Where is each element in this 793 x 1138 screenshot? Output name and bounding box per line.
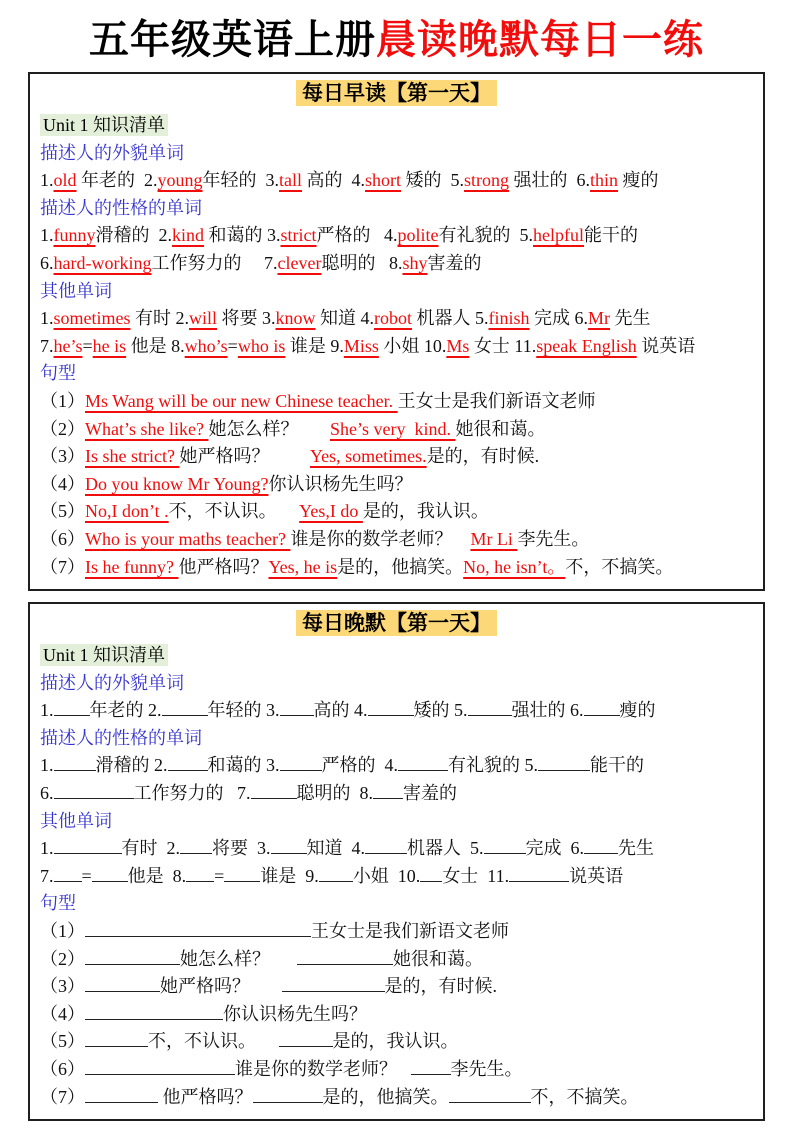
body-text: =: [82, 335, 93, 356]
body-text: 先生: [618, 838, 654, 859]
body-text: 王女士是我们新语文老师: [397, 390, 596, 411]
english-red-text: Ms: [446, 335, 470, 356]
text-line: [40, 918, 753, 946]
english-red-text: Yes, sometimes.: [309, 446, 427, 467]
body-text: （5）: [40, 501, 85, 522]
body-text: （4）: [40, 473, 85, 494]
english-red-text: short: [365, 170, 402, 191]
body-text: 矮的 5.: [413, 700, 468, 721]
body-text: 年老的 2.: [76, 170, 158, 191]
body-text: （7）: [40, 556, 85, 577]
body-text: 1.: [40, 838, 54, 859]
text-line: [40, 305, 753, 333]
text-line: [40, 278, 753, 306]
english-red-text: strict: [280, 225, 317, 246]
body-text: 滑稽的 2.: [95, 225, 172, 246]
text-line: [40, 112, 753, 140]
english-red-text: funny: [53, 225, 96, 246]
blank-underline: [162, 710, 208, 716]
blue-heading: 描述人的性格的单词: [40, 727, 202, 748]
body-text: 1.: [40, 308, 54, 329]
english-red-text: he is: [92, 335, 127, 356]
text-line: [40, 443, 753, 471]
text-line: [40, 670, 753, 698]
body-text: 不，不搞笑。: [530, 1086, 639, 1107]
text-line: [40, 973, 753, 1001]
blank-underline: [54, 876, 82, 882]
body-text: 严格的 4.: [316, 225, 398, 246]
body-text: 不，不认识。: [148, 1031, 279, 1052]
unit-label: Unit 1 知识清单: [40, 644, 168, 666]
body-text: 是的，我认识。: [362, 501, 489, 522]
body-text: 高的 4.: [313, 700, 368, 721]
body-text: 害羞的: [403, 783, 457, 804]
blank-underline: [54, 710, 90, 716]
body-text: 滑稽的 2.: [95, 755, 168, 776]
english-red-text: he’s: [53, 335, 83, 356]
english-red-text: Is he funny?: [85, 556, 179, 577]
body-text: 知道 4.: [315, 308, 375, 329]
body-text: 谁是 9.: [285, 335, 344, 356]
blank-underline: [411, 1069, 451, 1075]
blank-underline: [168, 765, 208, 771]
blue-heading: 其他单词: [40, 280, 112, 301]
body-text: 是的，他搞笑。: [337, 556, 464, 577]
evening-dictation-box: [28, 602, 765, 1121]
body-text: （5）: [40, 1031, 85, 1052]
body-text: 是的，他搞笑。: [322, 1086, 449, 1107]
body-text: 知道 4.: [306, 838, 365, 859]
body-text: 有时 2.: [121, 838, 180, 859]
text-line: [40, 780, 753, 808]
blank-underline: [85, 1097, 158, 1103]
blank-underline: [85, 986, 160, 992]
english-red-text: Is she strict?: [85, 446, 180, 467]
english-red-text: finish: [488, 308, 530, 329]
body-text: 是的，有时候.: [426, 446, 540, 467]
text-line: [40, 388, 753, 416]
english-red-text: kind: [172, 225, 205, 246]
blank-underline: [92, 876, 128, 882]
blank-underline: [468, 710, 512, 716]
english-red-text: hard-working: [53, 252, 152, 273]
blue-heading: 句型: [40, 363, 76, 384]
text-line: [40, 642, 753, 670]
blue-heading: 描述人的性格的单词: [40, 197, 202, 218]
blank-underline: [509, 876, 569, 882]
body-text: 小姐 10.: [352, 865, 421, 886]
english-red-text: speak English: [536, 335, 637, 356]
body-text: （7）: [40, 1086, 85, 1107]
body-text: （6）: [40, 528, 85, 549]
text-line: [40, 333, 753, 361]
body-text: 能干的: [584, 225, 639, 246]
blank-underline: [180, 848, 212, 854]
blank-underline: [54, 765, 96, 771]
body-text: 你认识杨先生吗？: [268, 473, 413, 494]
body-text: 有礼貌的 5.: [448, 755, 538, 776]
english-red-text: who is: [237, 335, 286, 356]
english-red-text: Yes, he is: [268, 556, 338, 577]
body-text: 她严格吗？: [179, 446, 310, 467]
morning-content: [40, 112, 753, 581]
text-line: [40, 554, 753, 582]
morning-header-text: 每日早读【第一天】: [296, 80, 497, 106]
blue-heading: 描述人的外貌单词: [40, 672, 184, 693]
text-line: [40, 167, 753, 195]
text-line: [40, 471, 753, 499]
blue-heading: 句型: [40, 893, 76, 914]
body-text: 瘦的: [618, 170, 659, 191]
body-text: 6.: [40, 252, 54, 273]
english-red-text: sometimes: [53, 308, 131, 329]
body-text: 不，不认识。: [168, 501, 300, 522]
body-text: 聪明的 8.: [321, 252, 403, 273]
english-red-text: robot: [374, 308, 413, 329]
evening-header-text: 每日晚默【第一天】: [296, 610, 497, 636]
text-line: [40, 890, 753, 918]
blank-underline: [253, 1097, 323, 1103]
body-text: 和蔼的 3.: [207, 755, 280, 776]
body-text: 能干的: [590, 755, 644, 776]
text-line: [40, 863, 753, 891]
english-red-text: helpful: [533, 225, 585, 246]
body-text: 她严格吗？: [160, 976, 282, 997]
blank-underline: [449, 1097, 531, 1103]
body-text: =: [81, 865, 92, 886]
title-red-part: 晨读晚默每日一练: [376, 18, 704, 62]
body-text: 说英语: [636, 335, 696, 356]
blank-underline: [85, 1041, 148, 1047]
body-text: 瘦的: [619, 700, 656, 721]
english-red-text: old: [53, 170, 77, 191]
body-text: 女士 11.: [469, 335, 537, 356]
body-text: 工作努力的 7.: [133, 783, 251, 804]
blank-underline: [54, 793, 134, 799]
body-text: 将要 3.: [217, 308, 276, 329]
body-text: （4）: [40, 1003, 85, 1024]
english-red-text: know: [275, 308, 316, 329]
body-text: 严格的 4.: [321, 755, 398, 776]
blank-underline: [280, 710, 314, 716]
body-text: 是的，有时候.: [384, 976, 497, 997]
body-text: 机器人 5.: [412, 308, 489, 329]
english-red-text: strong: [464, 170, 510, 191]
text-line: [40, 697, 753, 725]
body-text: 1.: [40, 225, 54, 246]
body-text: 完成 6.: [525, 838, 584, 859]
body-text: =: [214, 865, 225, 886]
body-text: 她很和蔼。: [455, 418, 546, 439]
body-text: 强壮的 6.: [511, 700, 584, 721]
blank-underline: [85, 1069, 235, 1075]
body-text: 害羞的: [427, 252, 482, 273]
text-line: [40, 526, 753, 554]
text-line: [40, 222, 753, 250]
body-text: （1）: [40, 390, 85, 411]
text-line: [40, 416, 753, 444]
body-text: 是的，我认识。: [332, 1031, 459, 1052]
blank-underline: [368, 710, 414, 716]
english-red-text: Miss: [343, 335, 379, 356]
body-text: 他严格吗？: [158, 1086, 253, 1107]
body-text: 完成 6.: [529, 308, 589, 329]
blank-underline: [319, 876, 353, 882]
body-text: 将要 3.: [212, 838, 271, 859]
blank-underline: [279, 1041, 333, 1047]
body-text: 聪明的 8.: [296, 783, 373, 804]
blank-underline: [365, 848, 407, 854]
body-text: 7.: [40, 865, 54, 886]
text-line: [40, 752, 753, 780]
body-text: 年轻的 3.: [202, 170, 280, 191]
english-red-text: She’s very kind.: [329, 418, 456, 439]
body-text: 年老的 2.: [89, 700, 162, 721]
english-red-text: Mr: [588, 308, 611, 329]
english-red-text: Who is your maths teacher?: [85, 528, 291, 549]
body-text: 不，不搞笑。: [565, 556, 674, 577]
blank-underline: [224, 876, 260, 882]
blank-underline: [484, 848, 526, 854]
english-red-text: polite: [397, 225, 439, 246]
evening-header: [40, 608, 753, 641]
blank-underline: [85, 959, 180, 965]
body-text: 7.: [40, 335, 54, 356]
body-text: 强壮的 6.: [509, 170, 591, 191]
body-text: =: [227, 335, 238, 356]
blank-underline: [297, 959, 393, 965]
text-line: [40, 946, 753, 974]
blank-underline: [398, 765, 448, 771]
body-text: 谁是你的数学老师？: [290, 528, 471, 549]
body-text: （2）: [40, 418, 85, 439]
text-line: [40, 725, 753, 753]
body-text: 说英语: [569, 865, 624, 886]
body-text: （6）: [40, 1059, 85, 1079]
blank-underline: [584, 710, 620, 716]
blank-underline: [271, 848, 307, 854]
blank-underline: [584, 848, 618, 854]
english-red-text: Yes,I do: [299, 501, 363, 522]
text-line: [40, 140, 753, 168]
body-text: 6.: [40, 783, 54, 804]
english-red-text: clever: [277, 252, 322, 273]
blank-underline: [538, 765, 590, 771]
text-line: [40, 808, 753, 836]
english-red-text: young: [157, 170, 203, 191]
unit-label: Unit 1 知识清单: [40, 114, 168, 136]
body-text: 谁是你的数学老师？: [235, 1059, 411, 1079]
body-text: 机器人 5.: [407, 838, 484, 859]
text-line: [40, 250, 753, 278]
blank-underline: [420, 876, 442, 882]
english-red-text: will: [189, 308, 218, 329]
english-red-text: Mr Li: [470, 528, 518, 549]
english-red-text: What’s she like?: [85, 418, 209, 439]
body-text: 1.: [40, 170, 54, 191]
english-red-text: No,I don’t .: [85, 501, 169, 522]
text-line: [40, 195, 753, 223]
body-text: 和蔼的 3.: [204, 225, 281, 246]
morning-reading-box: [28, 72, 765, 591]
body-text: 她怎么样？: [180, 948, 297, 969]
worksheet-page: [0, 16, 793, 1138]
body-text: 先生: [610, 308, 651, 329]
blank-underline: [85, 931, 311, 937]
english-red-text: shy: [402, 252, 428, 273]
body-text: （3）: [40, 976, 85, 997]
body-text: 李先生。: [517, 528, 590, 549]
body-text: 高的 4.: [302, 170, 366, 191]
body-text: 她怎么样？: [208, 418, 330, 439]
blank-underline: [251, 793, 297, 799]
body-text: （3）: [40, 446, 85, 467]
body-text: 他是 8.: [126, 335, 185, 356]
english-red-text: Do you know Mr Young?: [85, 473, 269, 494]
body-text: 小姐 10.: [378, 335, 447, 356]
english-red-text: tall: [279, 170, 303, 191]
text-line: [40, 1001, 753, 1029]
blank-underline: [186, 876, 214, 882]
text-line: [40, 835, 753, 863]
blank-underline: [373, 793, 403, 799]
body-text: 你认识杨先生吗？: [223, 1003, 367, 1024]
text-line: [40, 498, 753, 526]
morning-header: [40, 78, 753, 111]
body-text: 王女士是我们新语文老师: [311, 921, 509, 942]
body-text: 1.: [40, 700, 54, 721]
body-text: 有礼貌的 5.: [438, 225, 534, 246]
body-text: 年轻的 3.: [207, 700, 280, 721]
body-text: 他严格吗？: [178, 556, 269, 577]
body-text: 女士 11.: [442, 865, 510, 886]
body-text: 谁是 9.: [260, 865, 319, 886]
body-text: 李先生。: [450, 1059, 523, 1079]
body-text: 他是 8.: [127, 865, 187, 886]
body-text: 她很和蔼。: [393, 948, 483, 969]
body-text: 1.: [40, 755, 54, 776]
page-title: [0, 16, 793, 64]
body-text: 矮的 5.: [401, 170, 465, 191]
body-text: （2）: [40, 948, 85, 969]
english-red-text: No, he isn’t。: [463, 556, 566, 577]
blank-underline: [54, 848, 122, 854]
blue-heading: 其他单词: [40, 810, 112, 831]
blue-heading: 描述人的外貌单词: [40, 142, 184, 163]
english-red-text: Ms Wang will be our new Chinese teacher.: [85, 390, 398, 411]
text-line: [40, 1056, 753, 1084]
evening-content: [40, 642, 753, 1111]
title-black-part: 五年级英语上册: [89, 18, 376, 62]
english-red-text: thin: [590, 170, 619, 191]
text-line: [40, 360, 753, 388]
blank-underline: [282, 986, 385, 992]
text-line: [40, 1084, 753, 1112]
body-text: 工作努力的 7.: [151, 252, 278, 273]
english-red-text: who’s: [184, 335, 228, 356]
blank-underline: [280, 765, 322, 771]
text-line: [40, 1028, 753, 1056]
body-text: 有时 2.: [130, 308, 189, 329]
blank-underline: [85, 1014, 223, 1020]
body-text: （1）: [40, 921, 85, 942]
